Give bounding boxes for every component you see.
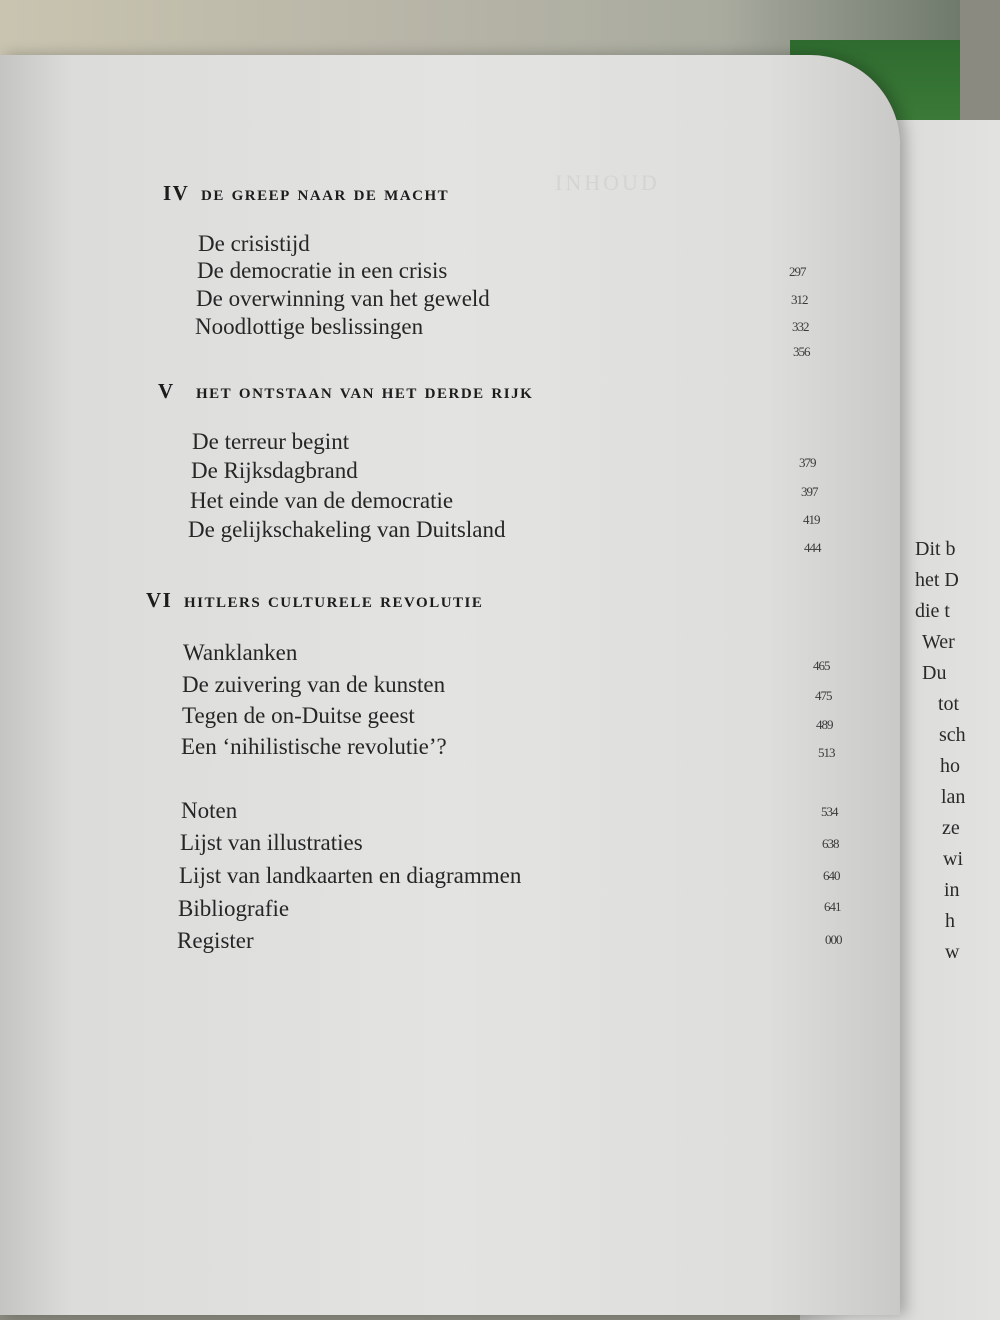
facing-page-line: h (945, 910, 955, 932)
facing-page-line: het D (915, 569, 959, 591)
facing-page-line: tot (938, 693, 960, 715)
page-number: 419 (803, 512, 820, 527)
facing-page-line: die t (915, 600, 950, 622)
facing-page-line: in (944, 879, 960, 901)
toc-entry: Het einde van de democratie (190, 488, 454, 513)
facing-page-line: w (945, 941, 960, 963)
toc-entry-back-matter: Lijst van illustraties (180, 830, 363, 855)
toc-entry: De Rijksdagbrand (191, 458, 358, 483)
facing-page-line: Wer (922, 631, 955, 653)
section-title: de greep naar de macht (201, 181, 450, 205)
toc-entry-back-matter: Bibliografie (178, 896, 290, 921)
show-through-heading: INHOUD (555, 170, 660, 195)
facing-page-line: ze (942, 817, 960, 839)
toc-entry-back-matter: Lijst van landkaarten en diagrammen (179, 863, 522, 888)
section-heading (146, 588, 483, 613)
page-number: 000 (825, 932, 842, 947)
page-number: 465 (813, 658, 830, 673)
page-number: 641 (824, 899, 841, 914)
page-number: 297 (789, 264, 806, 279)
page-number: 640 (823, 868, 840, 883)
toc-entry: De gelijkschakeling van Duitsland (188, 517, 506, 542)
facing-page-line: lan (941, 786, 966, 808)
toc-entry-back-matter: Noten (181, 798, 238, 823)
section-heading (158, 379, 533, 404)
section-heading (163, 181, 449, 206)
toc-entry: De zuivering van de kunsten (182, 672, 446, 697)
page-number: 444 (804, 540, 821, 555)
toc-entry: De terreur begint (192, 429, 350, 454)
toc-entry: De overwinning van het geweld (196, 286, 490, 311)
facing-page-line: Du (922, 662, 947, 684)
toc-entry: Tegen de on-Duitse geest (182, 703, 415, 728)
page-number: 534 (821, 804, 838, 819)
section-title: het ontstaan van het derde rijk (196, 379, 534, 403)
page-number: 397 (801, 484, 818, 499)
facing-page-line: ho (940, 755, 960, 777)
page-number: 475 (815, 688, 832, 703)
facing-page-line: wi (943, 848, 963, 870)
toc-page (0, 55, 900, 1315)
page-number: 312 (791, 292, 808, 307)
toc-entry: Noodlottige beslissingen (195, 314, 424, 339)
section-title: hitlers culturele revolutie (184, 588, 484, 612)
section-numeral: V (158, 379, 175, 403)
page-number: 332 (792, 319, 809, 334)
section-numeral: IV (163, 181, 190, 205)
page-number: 489 (816, 717, 833, 732)
page-number: 379 (799, 455, 816, 470)
page-number: 513 (818, 745, 835, 760)
facing-page-line: sch (939, 724, 966, 746)
toc-entry: De democratie in een crisis (197, 258, 448, 283)
section-numeral: VI (146, 588, 173, 612)
toc-entry: Wanklanken (183, 640, 298, 665)
toc-entry-back-matter: Register (177, 928, 254, 953)
toc-entry: Een ‘nihilistische revolutie’? (181, 734, 447, 759)
page-number: 356 (793, 344, 810, 359)
toc-entry: De crisistijd (198, 231, 310, 256)
facing-page-line: Dit b (915, 538, 956, 560)
page-number: 638 (822, 836, 839, 851)
